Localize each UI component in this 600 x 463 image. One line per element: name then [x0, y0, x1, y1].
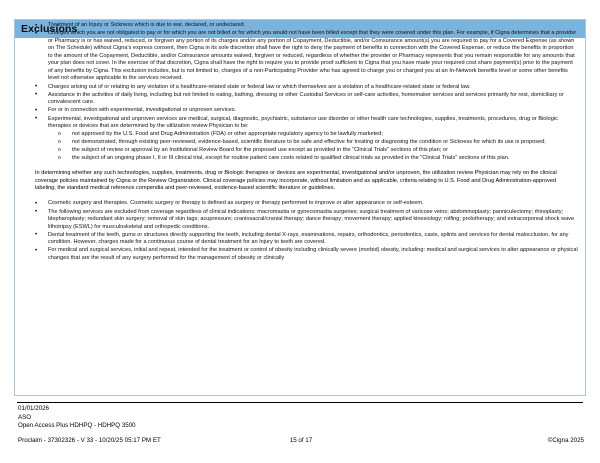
- experimental-determination-paragraph: In determining whether any such technologies, supplies, treatments, drug or Biologic therapies or devices are experimental, investigational and/or unproven, the utilization review Physician may rely on the clinical coverage policies maintained by Cigna or the Review Organization. Clinical coverage policies may incorporate, without limitation and as applicable, criteria relating to U.S. Food and Drug Administration-approved labeling, the standard medical reference compendia and peer-reviewed, evidence-based scientific literature or guidelines.: [35, 170, 557, 192]
- paragraph-spacer: [22, 163, 578, 170]
- list-item: • Cosmetic surgery and therapies. Cosmetic surgery or therapy is defined as surgery or therapy performed to improve or alter appearance or self-esteem.: [22, 200, 578, 208]
- document-content-frame: [14, 19, 586, 396]
- footer-plan-info: [18, 405, 584, 431]
- list-item: o the subject of an ongoing phase I, II or III clinical trial, except for routine patient care costs related to qualified clinical trials as provided in the "Clinical Trials" sections of this plan.: [48, 155, 578, 163]
- list-item: • Charges which you are not obligated to pay or for which you are not billed or for which you would not have been billed except that they were covered under this plan. For example, if Cigna determines that a provider or Pharmacy is or has waived, reduced, or forgiven any portion of its charges and/or any portion of Copayment, Deductible, and/or Coinsurance amount(s) you are required to pay for a Covered Expense (as shown on The Schedule) without Cigna's express consent, then Cigna in its sole discretion shall have the right to deny the payment of benefits in connection with the Covered Expense, or reduce the benefits in proportion to the amount of the Copayment, Deductible, and/or Coinsurance amounts waived, forgiven or reduced, regardless of whether the provider or Pharmacy represents that you remain responsible for any amounts that your plan does not cover. In the exercise of that discretion, Cigna shall have the right to require you to provide proof sufficient to Cigna that you have made your required cost share payment(s) prior to the payment of any benefits by Cigna. This exclusion includes, but is not limited to, charges of a non-Participating Provider who has agreed to charge you or charged you at an In-Network benefits level or some other benefits level not otherwise applicable to the services received.: [22, 30, 578, 83]
- exclusions-list-continued: [22, 200, 578, 262]
- list-item: o not demonstrated, through existing peer-reviewed, evidence-based, scientific literature to be safe and effective for treating or diagnosing the condition or Sickness for which its use is proposed;: [48, 139, 578, 147]
- section-header-exclusions: Exclusions: [14, 19, 586, 38]
- footer-plan-name: Open Access Plus HDHPQ - HDHPQ 3500: [18, 422, 136, 430]
- list-item: • The following services are excluded from coverage regardless of clinical indications: macromastia or gynecomastia surgeries; surgical treatment of varicose veins; abdominoplasty; panniculectomy; rhinoplasty; blepharoplasty; redundant skin surgery; removal of skin tags; acupressure; craniosacral/cranial therapy; dance therapy; movement therapy; applied kinesiology; rolfing; prolotherapy; and extracorporeal shock wave lithotripsy (ESWL) for musculoskeletal and orthopedic conditions.: [22, 209, 578, 232]
- exclusions-list-sub: [48, 131, 578, 162]
- list-item: • For or in connection with experimental, investigational or unproven services.: [22, 107, 578, 115]
- list-item-text: Experimental, investigational and unproven services are medical, surgical, diagnostic, psychiatric, substance use disorder or other health care technologies, supplies, treatments, procedures, drug or Biologic therapies or devices that are determined by the utilization review Physician to be:: [48, 115, 558, 130]
- exclusions-list-primary: [22, 22, 578, 162]
- document-content: [15, 19, 585, 263]
- list-item: o not approved by the U.S. Food and Drug Administration (FDA) or other appropriate regulatory agency to be lawfully marketed;: [48, 131, 578, 139]
- footer-divider: [17, 402, 583, 403]
- list-item: • Treatment of an Injury or Sickness which is due to war, declared, or undeclared.: [22, 22, 578, 30]
- footer-copyright: ©Cigna 2025: [547, 437, 584, 444]
- paragraph-spacer-after: [22, 193, 578, 200]
- footer-effective-date: 01/01/2026: [18, 405, 49, 412]
- footer-document-ref: Proclaim - 37302326 - V 33 - 10/20/25 05:17 PM ET: [18, 437, 161, 444]
- footer-page-number: 15 of 17: [289, 437, 313, 444]
- list-item: • Dental treatment of the teeth, gums or structures directly supporting the teeth, including dental X-rays, examinations, repairs, orthodontics, periodontics, casts, splints and services for dental malocclusion, for any condition. However, charges made for a continuous course of dental treatment for an Injury to teeth are covered.: [22, 232, 578, 247]
- footer-bottom-row: [18, 436, 584, 448]
- list-item: • For medical and surgical services, initial and repeat, intended for the treatment or control of obesity including clinically severe (morbid) obesity, including: medical and surgical services to alter appearance or physical changes that are the result of any surgery performed for the management of obesity or clinically: [22, 247, 578, 262]
- list-item: • Charges arising out of or relating to any violation of a healthcare-related state or federal law or which themselves are a violation of a healthcare-related state or federal law.: [22, 84, 578, 92]
- list-item: • Assistance in the activities of daily living, including but not limited to eating, bathing, dressing or other Custodial Services or self-care activities, homemaker services and services primarily for rest, domiciliary or convalescent care.: [22, 92, 578, 107]
- footer-plan-type: ASO: [18, 413, 32, 421]
- list-item: o the subject of review or approval by an Institutional Review Board for the proposed use except as provided in the "Clinical Trials" sections of this plan; or: [48, 147, 578, 155]
- list-item: [22, 116, 578, 163]
